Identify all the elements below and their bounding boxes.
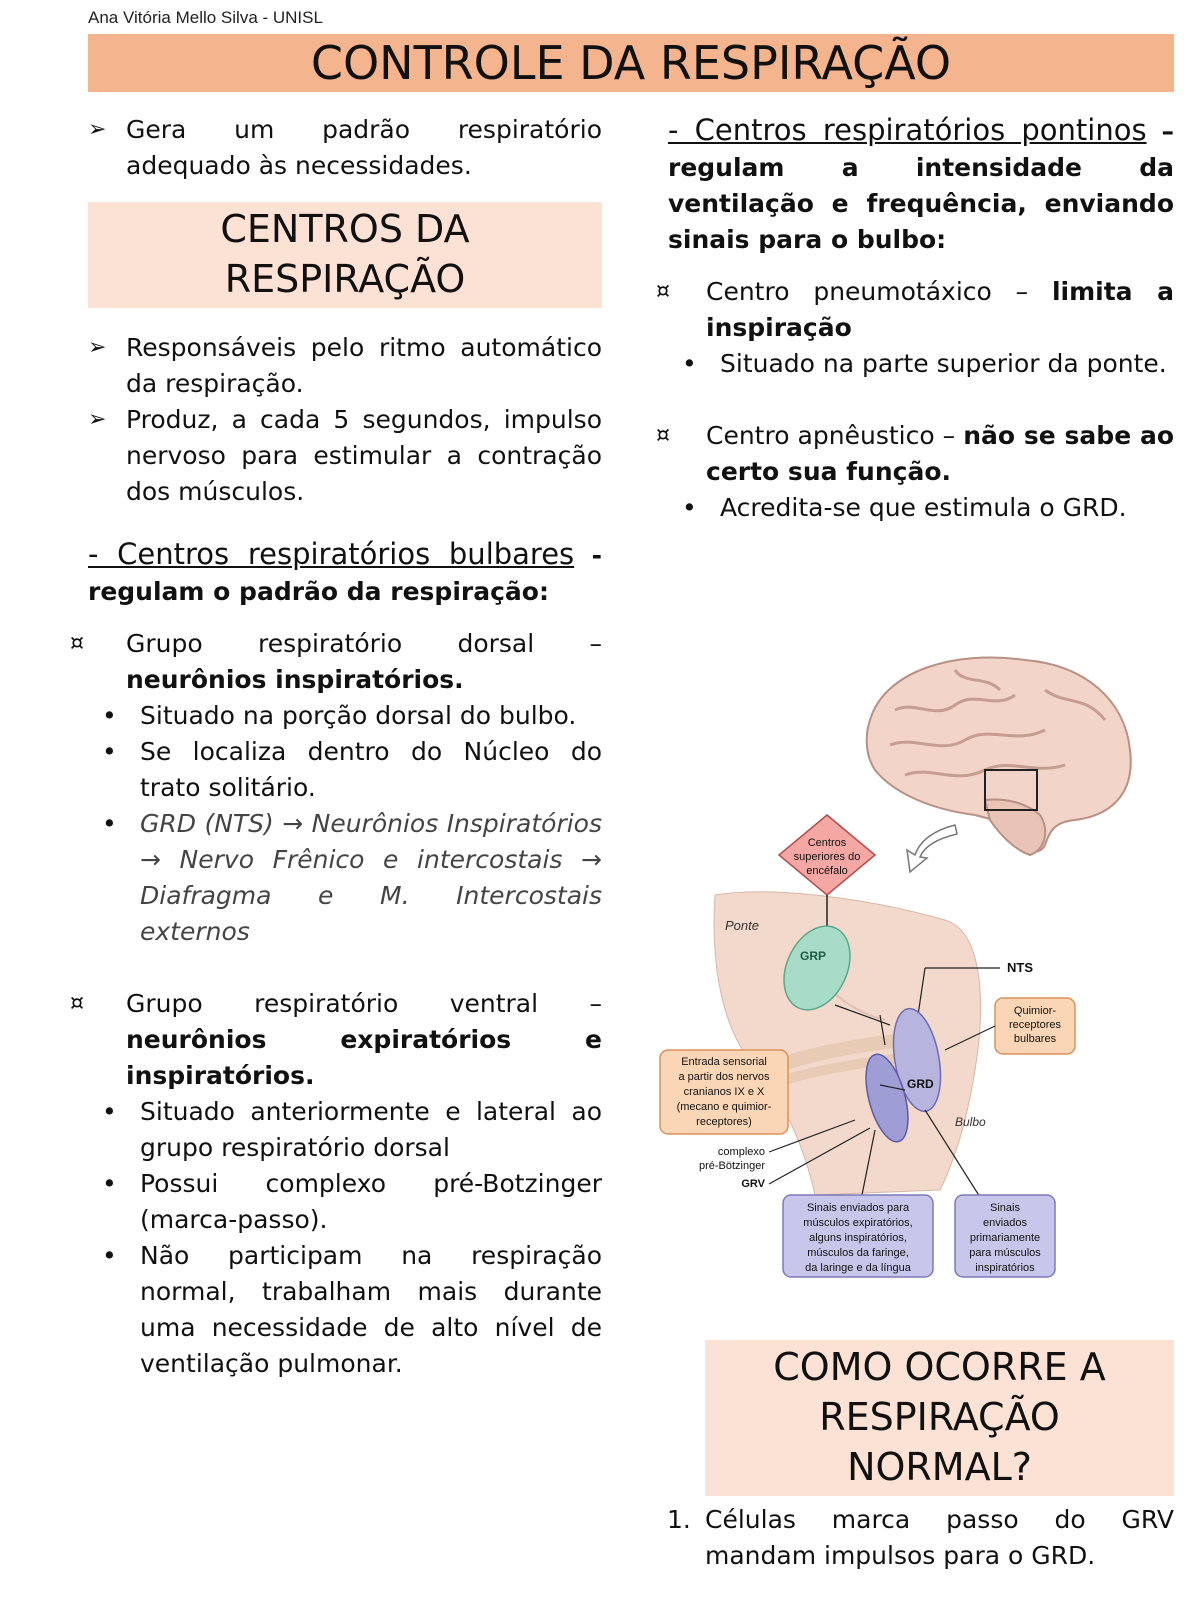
section-title-como-ocorre xyxy=(705,1340,1174,1496)
bullet-icon: • xyxy=(102,1097,117,1126)
currency-marker-icon: ¤ xyxy=(70,991,84,1016)
right-column xyxy=(656,112,1174,526)
diagram-label: músculos da faringe, xyxy=(807,1247,909,1259)
apneu-bold: não se sabe ao certo sua função. xyxy=(706,421,1174,486)
bullet-text: GRD (NTS) → Neurônios Inspiratórios → Nervo Frênico e intercostais → Diafragma e M. Intercostais externos xyxy=(140,809,602,946)
zoom-arrow-icon xyxy=(907,825,957,872)
diagram-label: para músculos xyxy=(969,1247,1041,1259)
section-title-line: COMO OCORRE A xyxy=(773,1345,1106,1389)
apneustic-center xyxy=(656,418,1174,490)
step-number: 1. xyxy=(667,1505,691,1534)
currency-marker-icon: ¤ xyxy=(656,279,670,304)
bullet-icon: • xyxy=(102,701,117,730)
list-item xyxy=(62,1238,602,1382)
diagram-label: Ponte xyxy=(725,918,759,933)
currency-marker-icon: ¤ xyxy=(656,423,670,448)
bullet-text: Possui complexo pré-Botzinger (marca-passo). xyxy=(140,1169,602,1234)
diagram-label: complexo xyxy=(717,1146,765,1158)
diagram-label: bulbares xyxy=(1013,1033,1057,1045)
bullet-icon: • xyxy=(682,493,697,522)
list-item xyxy=(62,1094,602,1166)
diagram-label: pré-Bötzinger xyxy=(698,1160,765,1172)
bullet-text: Situado na porção dorsal do bulbo. xyxy=(140,701,577,730)
section-title-line: RESPIRAÇÃO xyxy=(224,257,466,301)
diagram-label: primariamente xyxy=(969,1232,1041,1244)
list-item xyxy=(62,734,602,806)
bullet-text: Se localiza dentro do Núcleo do trato solitário. xyxy=(140,737,602,802)
list-item xyxy=(62,1166,602,1238)
list-item xyxy=(668,490,1174,526)
pontine-heading-bold: – regulam a intensidade da ventilação e frequência, enviando sinais para o bulbo: xyxy=(668,117,1174,254)
diagram-label: (mecano e quimior- xyxy=(676,1101,772,1113)
arrow-marker-icon: ➢ xyxy=(88,117,107,142)
diagram-label: Centros xyxy=(807,837,847,849)
diagram-label: a partir dos nervos xyxy=(678,1071,770,1083)
ventral-group xyxy=(62,986,602,1094)
intro-text: Gera um padrão respiratório adequado às necessidades. xyxy=(126,115,602,180)
bulbar-heading xyxy=(62,536,602,610)
page-title: CONTROLE DA RESPIRAÇÃO xyxy=(88,34,1174,92)
diagram-label: alguns inspiratórios, xyxy=(809,1232,907,1244)
step-text: Células marca passo do GRV mandam impulsos para o GRD. xyxy=(705,1505,1174,1570)
list-item xyxy=(62,402,602,510)
pontine-heading xyxy=(668,112,1174,258)
pontine-heading-underlined: - Centros respiratórios pontinos xyxy=(668,113,1147,147)
author-name: Ana Vitória Mello Silva - UNISL xyxy=(88,8,323,27)
respiratory-centers-diagram xyxy=(655,650,1175,1320)
brain-illustration xyxy=(867,658,1131,856)
arrow-marker-icon: ➢ xyxy=(88,407,107,432)
point-text: Produz, a cada 5 segundos, impulso nervoso para estimular a contração dos músculos. xyxy=(126,405,602,506)
bulbar-heading-bold: - regulam o padrão da respiração: xyxy=(88,541,602,606)
bullet-text: Não participam na respiração normal, trabalham mais durante uma necessidade de alto nível de ventilação pulmonar. xyxy=(140,1241,602,1378)
list-item xyxy=(62,806,602,950)
diagram-label: cranianos IX e X xyxy=(683,1086,765,1098)
bullet-text: Situado na parte superior da ponte. xyxy=(720,349,1167,378)
bullet-icon: • xyxy=(102,809,117,838)
diagram-label: enviados xyxy=(982,1217,1028,1229)
ventral-title: Grupo respiratório ventral – xyxy=(126,989,602,1018)
diagram-label: GRV xyxy=(741,1178,765,1190)
list-item xyxy=(62,698,602,734)
arrow-marker-icon: ➢ xyxy=(88,335,107,360)
bullet-text: Acredita-se que estimula o GRD. xyxy=(720,493,1127,522)
diagram-label: Sinais xyxy=(990,1202,1020,1214)
list-item xyxy=(667,1502,1174,1574)
diagram-label: Sinais enviados para xyxy=(806,1202,910,1214)
normal-breathing-section xyxy=(667,1340,1174,1574)
intro-point xyxy=(62,112,602,184)
dorsal-group xyxy=(62,626,602,698)
diagram-label: músculos expiratórios, xyxy=(803,1217,913,1229)
diagram-label: NTS xyxy=(1007,960,1033,975)
bullet-icon: • xyxy=(682,349,697,378)
left-column xyxy=(62,112,602,1382)
section-title-line: CENTROS DA xyxy=(220,207,470,251)
point-text: Responsáveis pelo ritmo automático da respiração. xyxy=(126,333,602,398)
diagram-label: superiores do xyxy=(793,851,861,863)
dorsal-bold: neurônios inspiratórios. xyxy=(126,665,464,694)
pneumotaxic-center xyxy=(656,274,1174,346)
apneu-text: Centro apnêustico – xyxy=(706,421,956,450)
section-title-line: NORMAL? xyxy=(847,1445,1032,1489)
section-title-centros xyxy=(88,202,602,308)
diagram-label: receptores xyxy=(1009,1019,1061,1031)
dorsal-title: Grupo respiratório dorsal – xyxy=(126,629,602,658)
ventral-bold: neurônios expiratórios e inspiratórios. xyxy=(126,1025,602,1090)
diagram-label: receptores) xyxy=(696,1116,752,1128)
currency-marker-icon: ¤ xyxy=(70,631,84,656)
pneumo-bold: limita a inspiração xyxy=(706,277,1174,342)
list-item xyxy=(62,330,602,402)
bullet-icon: • xyxy=(102,737,117,766)
diagram-label: Quimior- xyxy=(1013,1005,1057,1017)
bullet-text: Situado anteriormente e lateral ao grupo respiratório dorsal xyxy=(140,1097,602,1162)
pneumo-text: Centro pneumotáxico – xyxy=(706,277,1029,306)
list-item xyxy=(668,346,1174,382)
diagram-label: GRP xyxy=(800,949,827,963)
diagram-label: Entrada sensorial xyxy=(681,1056,767,1068)
section-title-line: RESPIRAÇÃO xyxy=(819,1395,1060,1439)
diagram-label: inspiratórios xyxy=(975,1262,1035,1274)
bullet-icon: • xyxy=(102,1241,117,1270)
diagram-label: encéfalo xyxy=(806,865,848,877)
diagram-label: GRD xyxy=(907,1077,934,1091)
bulbar-heading-underlined: - Centros respiratórios bulbares xyxy=(88,537,575,571)
diagram-label: Bulbo xyxy=(955,1115,986,1129)
bullet-icon: • xyxy=(102,1169,117,1198)
diagram-label: da laringe e da língua xyxy=(805,1262,911,1274)
